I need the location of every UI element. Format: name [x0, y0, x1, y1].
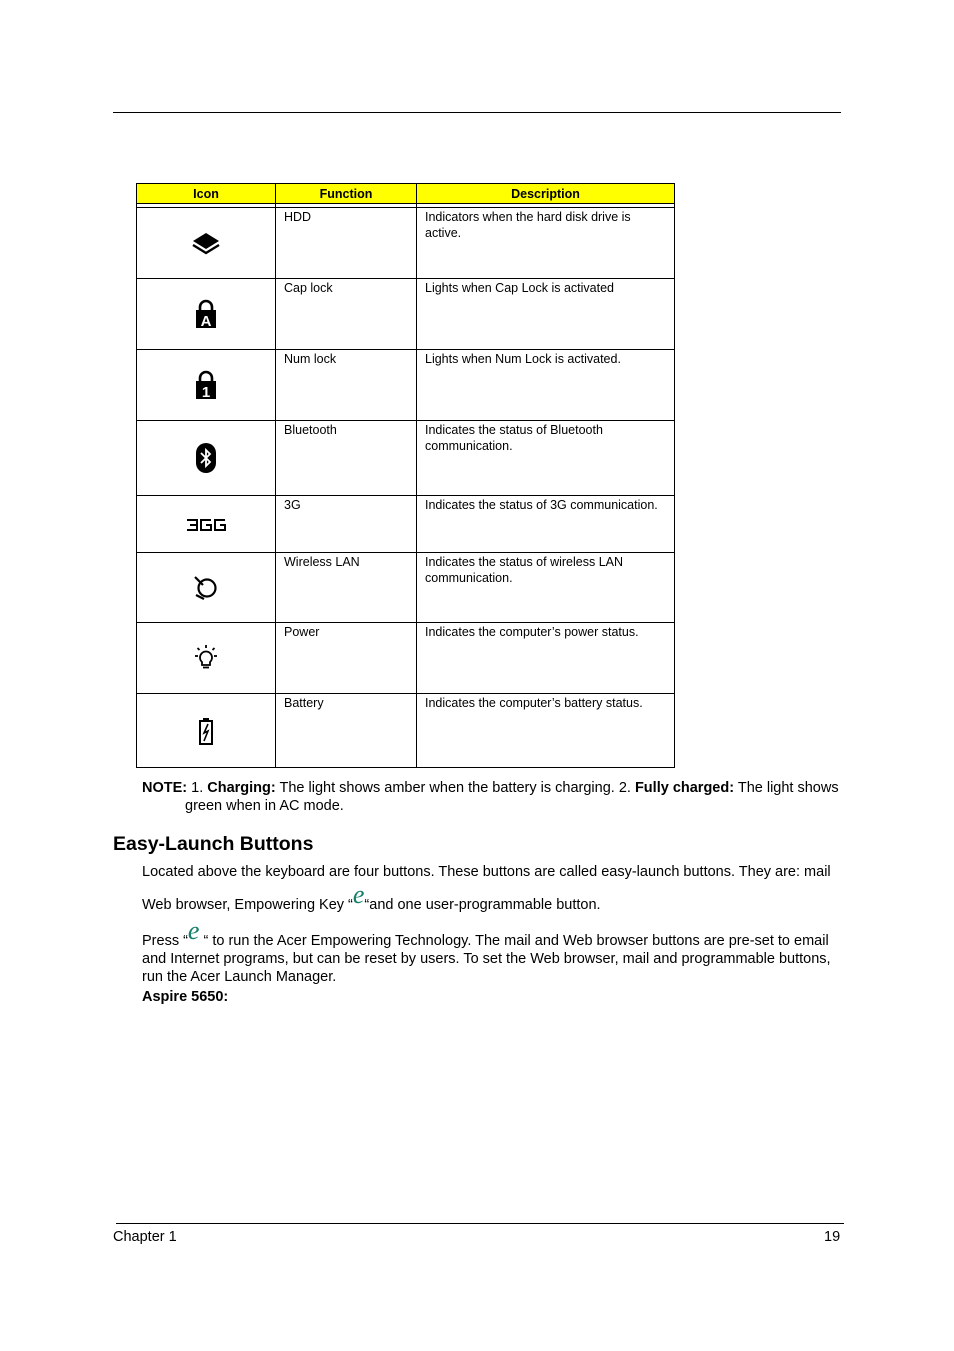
- table-row: [137, 496, 675, 553]
- icon-cell: [137, 623, 276, 694]
- note-paragraph: [142, 779, 842, 815]
- table-row: [137, 421, 675, 496]
- header-rule: [113, 112, 841, 113]
- function-cell: Cap lock: [276, 279, 417, 350]
- description-cell: Indicates the status of 3G communication.: [417, 496, 675, 553]
- power-icon: [193, 650, 219, 664]
- wireless-lan-icon: [192, 580, 220, 594]
- table-row: [137, 553, 675, 623]
- table-header-row: [137, 184, 675, 204]
- description-cell: Indicates the computer’s power status.: [417, 623, 675, 694]
- charging-text: The light shows amber when the battery is charging. 2.: [279, 780, 631, 796]
- note-label: NOTE:: [142, 780, 188, 796]
- function-cell: Battery: [276, 694, 417, 768]
- icon-cell: [137, 694, 276, 768]
- table-row: [137, 694, 675, 768]
- press-post: “ to run the Acer Empowering Technology. The mail and Web browser buttons are pre-set to email and Internet programs, but can be reset by users. To set the Web browser, mail and programmable buttons, run the Acer Launch Manager.: [142, 933, 831, 985]
- icon-cell: [137, 553, 276, 623]
- 3g-icon: [185, 517, 227, 531]
- hdd-icon: [191, 235, 221, 249]
- description-cell: Lights when Cap Lock is activated: [417, 279, 675, 350]
- battery-icon: [198, 723, 214, 737]
- fully-charged-text: The light shows: [737, 780, 839, 796]
- fully-charged-text-cont: green when in AC mode.: [185, 798, 344, 814]
- intro-line-2-pre: Web browser, Empowering Key “: [142, 897, 353, 913]
- num-lock-glyph: 1: [201, 384, 211, 400]
- table-row: [137, 350, 675, 421]
- header-description: Description: [417, 184, 675, 204]
- indicator-table: [136, 183, 675, 768]
- footer-chapter: Chapter 1: [113, 1229, 177, 1245]
- caps-lock-glyph: A: [200, 313, 212, 329]
- function-cell: Num lock: [276, 350, 417, 421]
- section-title: Easy-Launch Buttons: [113, 833, 314, 855]
- function-cell: HDD: [276, 208, 417, 279]
- icon-cell: [137, 208, 276, 279]
- table-row: [137, 279, 675, 350]
- num-lock-icon: [194, 377, 218, 400]
- icon-cell: [137, 496, 276, 553]
- intro-line-2-post: “and one user-programmable button.: [364, 897, 601, 913]
- intro-line-2: [142, 880, 842, 914]
- press-paragraph: [142, 916, 842, 986]
- function-cell: Wireless LAN: [276, 553, 417, 623]
- description-cell: Indicates the computer’s battery status.: [417, 694, 675, 768]
- bluetooth-icon: [195, 450, 217, 464]
- intro-paragraph: [142, 863, 842, 914]
- note-number: 1.: [191, 780, 204, 796]
- description-cell: Indicates the status of Bluetooth communication.: [417, 421, 675, 496]
- description-cell: Lights when Num Lock is activated.: [417, 350, 675, 421]
- charging-label: Charging:: [207, 780, 276, 796]
- description-cell: Indicates the status of wireless LAN communication.: [417, 553, 675, 623]
- empowering-key-icon: e: [352, 880, 365, 909]
- icon-cell: [137, 421, 276, 496]
- icon-cell: [137, 279, 276, 350]
- press-pre: Press “: [142, 933, 188, 949]
- header-function: Function: [276, 184, 417, 204]
- function-cell: Bluetooth: [276, 421, 417, 496]
- table-row: [137, 208, 675, 279]
- footer-rule: [116, 1223, 844, 1224]
- fully-charged-label: Fully charged:: [634, 780, 735, 796]
- empowering-key-icon-inline: e: [187, 916, 200, 945]
- function-cell: 3G: [276, 496, 417, 553]
- footer-page-number: 19: [824, 1229, 841, 1245]
- model-subheading: Aspire 5650:: [142, 989, 229, 1005]
- table-row: [137, 623, 675, 694]
- header-icon: Icon: [137, 184, 276, 204]
- caps-lock-icon: [194, 306, 218, 329]
- intro-line-1: Located above the keyboard are four buttons. These buttons are called easy-launch buttons. They are: mail: [142, 864, 831, 880]
- function-cell: Power: [276, 623, 417, 694]
- description-cell: Indicators when the hard disk drive is active.: [417, 208, 675, 279]
- icon-cell: [137, 350, 276, 421]
